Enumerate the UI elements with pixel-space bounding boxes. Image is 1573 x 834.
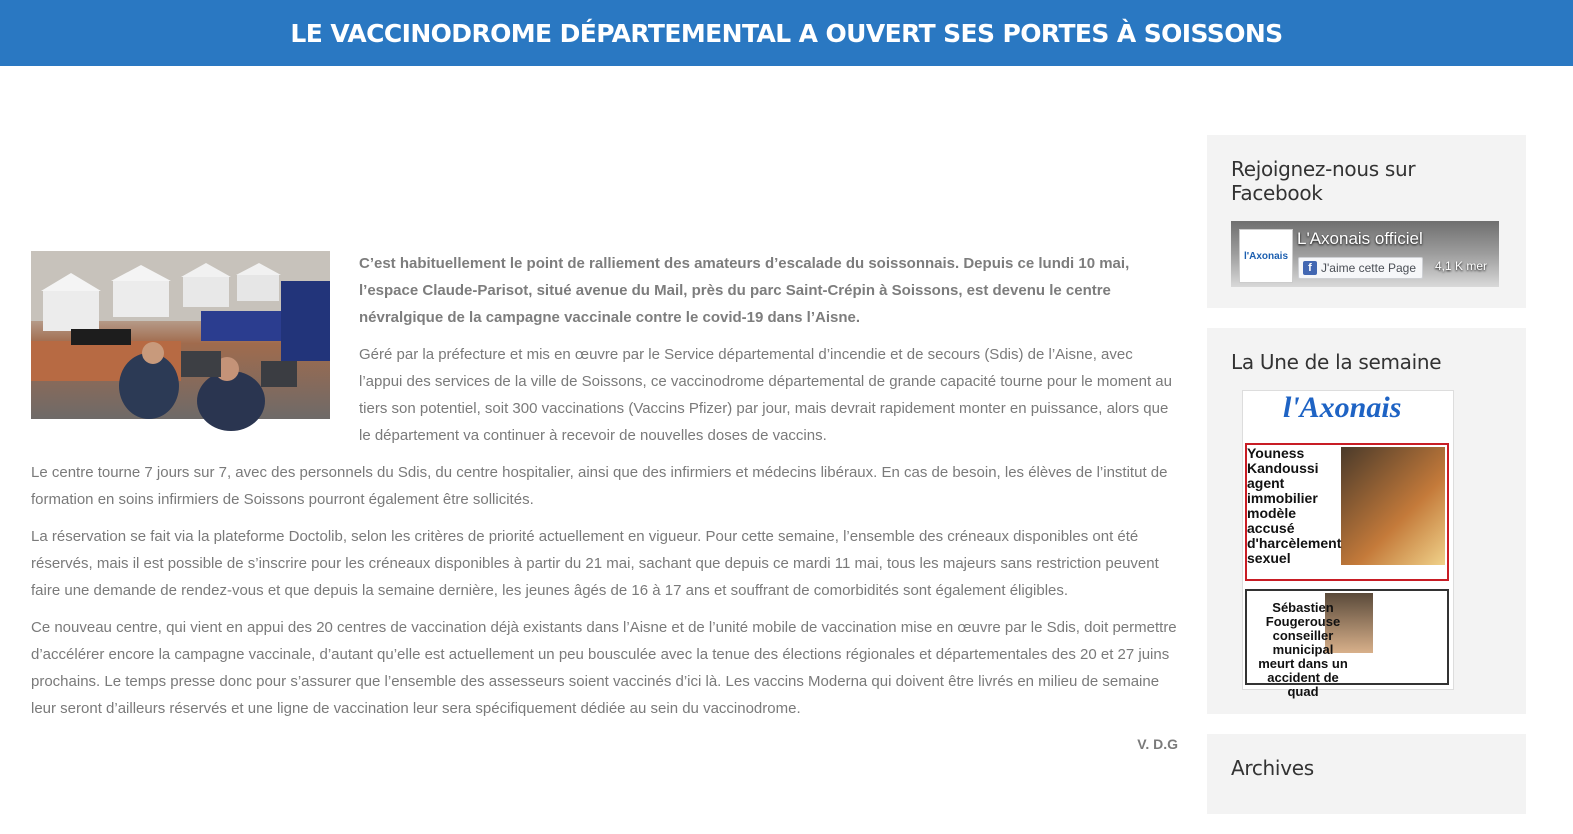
article-lead: C’est habituellement le point de ralliement des amateurs d’escalade du soissonnais. Depuis ce lundi 10 mai, l’espace Claude-Parisot, situé avenue du Mail, près du parc Saint-Crépin à Soissons, est devenu le centre névralgique de la campagne vaccinale contre le covid-19 dans l’Aisne. — [359, 255, 1130, 326]
cover-second-headline: Sébastien Fougerouse conseiller municipal meurt dans un accident de quad — [1258, 600, 1348, 699]
facebook-page-name[interactable]: L'Axonais officiel — [1297, 229, 1423, 248]
facebook-like-button[interactable] — [1298, 257, 1423, 279]
une-widget — [1207, 328, 1526, 714]
facebook-widget — [1207, 135, 1526, 308]
sidebar — [1207, 135, 1526, 834]
vaccination-center-photo — [31, 251, 330, 419]
article-photo[interactable] — [31, 251, 330, 419]
article-body — [31, 250, 1178, 752]
cover-headline: Youness Kandoussi agent immobilier modèle accusé d'harcèlement sexuel — [1247, 445, 1342, 566]
facebook-page-plugin[interactable] — [1231, 221, 1499, 287]
cover-story-photo — [1341, 447, 1445, 565]
archives-widget-title: Archives — [1231, 756, 1314, 780]
une-widget-title: La Une de la semaine — [1231, 350, 1442, 374]
article-paragraph: Géré par la préfecture et mis en œuvre par le Service départemental d’incendie et de secours (Sdis) de l’Aisne, avec l’appui des services de la ville de Soissons, ce vaccinodrome départemental de grande capacité tourne pour le moment au tiers son potentiel, soit 300 vaccinations (Vaccins Pfizer) par jour, mais devrait rapidement monter en puissance, alors que le département va continuer à recevoir de nouvelles doses de vaccins. — [359, 346, 1172, 444]
facebook-page-logo[interactable]: l'Axonais — [1239, 229, 1293, 283]
newspaper-brand: l'Axonais — [1283, 391, 1402, 424]
facebook-like-label: J'aime cette Page — [1321, 261, 1417, 275]
facebook-like-count: 4,1 K mer — [1435, 259, 1488, 273]
facebook-widget-title: Rejoignez-nous sur Facebook — [1231, 157, 1416, 205]
archives-widget — [1207, 734, 1526, 814]
article-paragraph: Le centre tourne 7 jours sur 7, avec des personnels du Sdis, du centre hospitalier, ainsi que des infirmiers et médecins libéraux. En cas de besoin, les élèves de l’institut de formation en soins infirmiers de Soissons pourront également être sollicités. — [31, 464, 1168, 508]
article-paragraph: La réservation se fait via la plateforme Doctolib, selon les critères de priorité actuellement en vigueur. Pour cette semaine, l’ensemble des créneaux disponibles ont été réservés, mais il est possible de s’inscrire pour les créneaux disponibles à partir du 21 mai, sachant que depuis ce mardi 11 mai, tous les majeurs sans restriction peuvent faire une demande de rendez-vous et que depuis la semaine dernière, les jeunes âgés de 16 à 17 ans et souffrant de comorbidités sont également éligibles. — [31, 528, 1159, 599]
newspaper-cover[interactable] — [1242, 390, 1454, 699]
page-banner — [0, 0, 1573, 66]
article-paragraph: Ce nouveau centre, qui vient en appui des 20 centres de vaccination déjà existants dans l’Aisne et de l’unité mobile de vaccination mise en œuvre par le Sdis, doit permettre d’accélérer encore la campagne vaccinale, d’autant qu’elle est actuellement un peu bousculée avec la tenue des élections régionales et départementales des 20 et 27 juins prochains. Le temps presse donc pour s’assurer que l’ensemble des assesseurs soient vaccinés d’ici là. Les vaccins Moderna qui doivent être livrés en milieu de semaine leur seront d’ailleurs réservés et une ligne de vaccination leur sera spécifiquement dédiée au sein du vaccinodrome. — [31, 619, 1177, 717]
article-signature: V. D.G — [1137, 736, 1178, 752]
page-title: LE VACCINODROME DÉPARTEMENTAL A OUVERT SES PORTES À SOISSONS — [290, 18, 1283, 48]
facebook-icon: f — [1303, 261, 1317, 275]
